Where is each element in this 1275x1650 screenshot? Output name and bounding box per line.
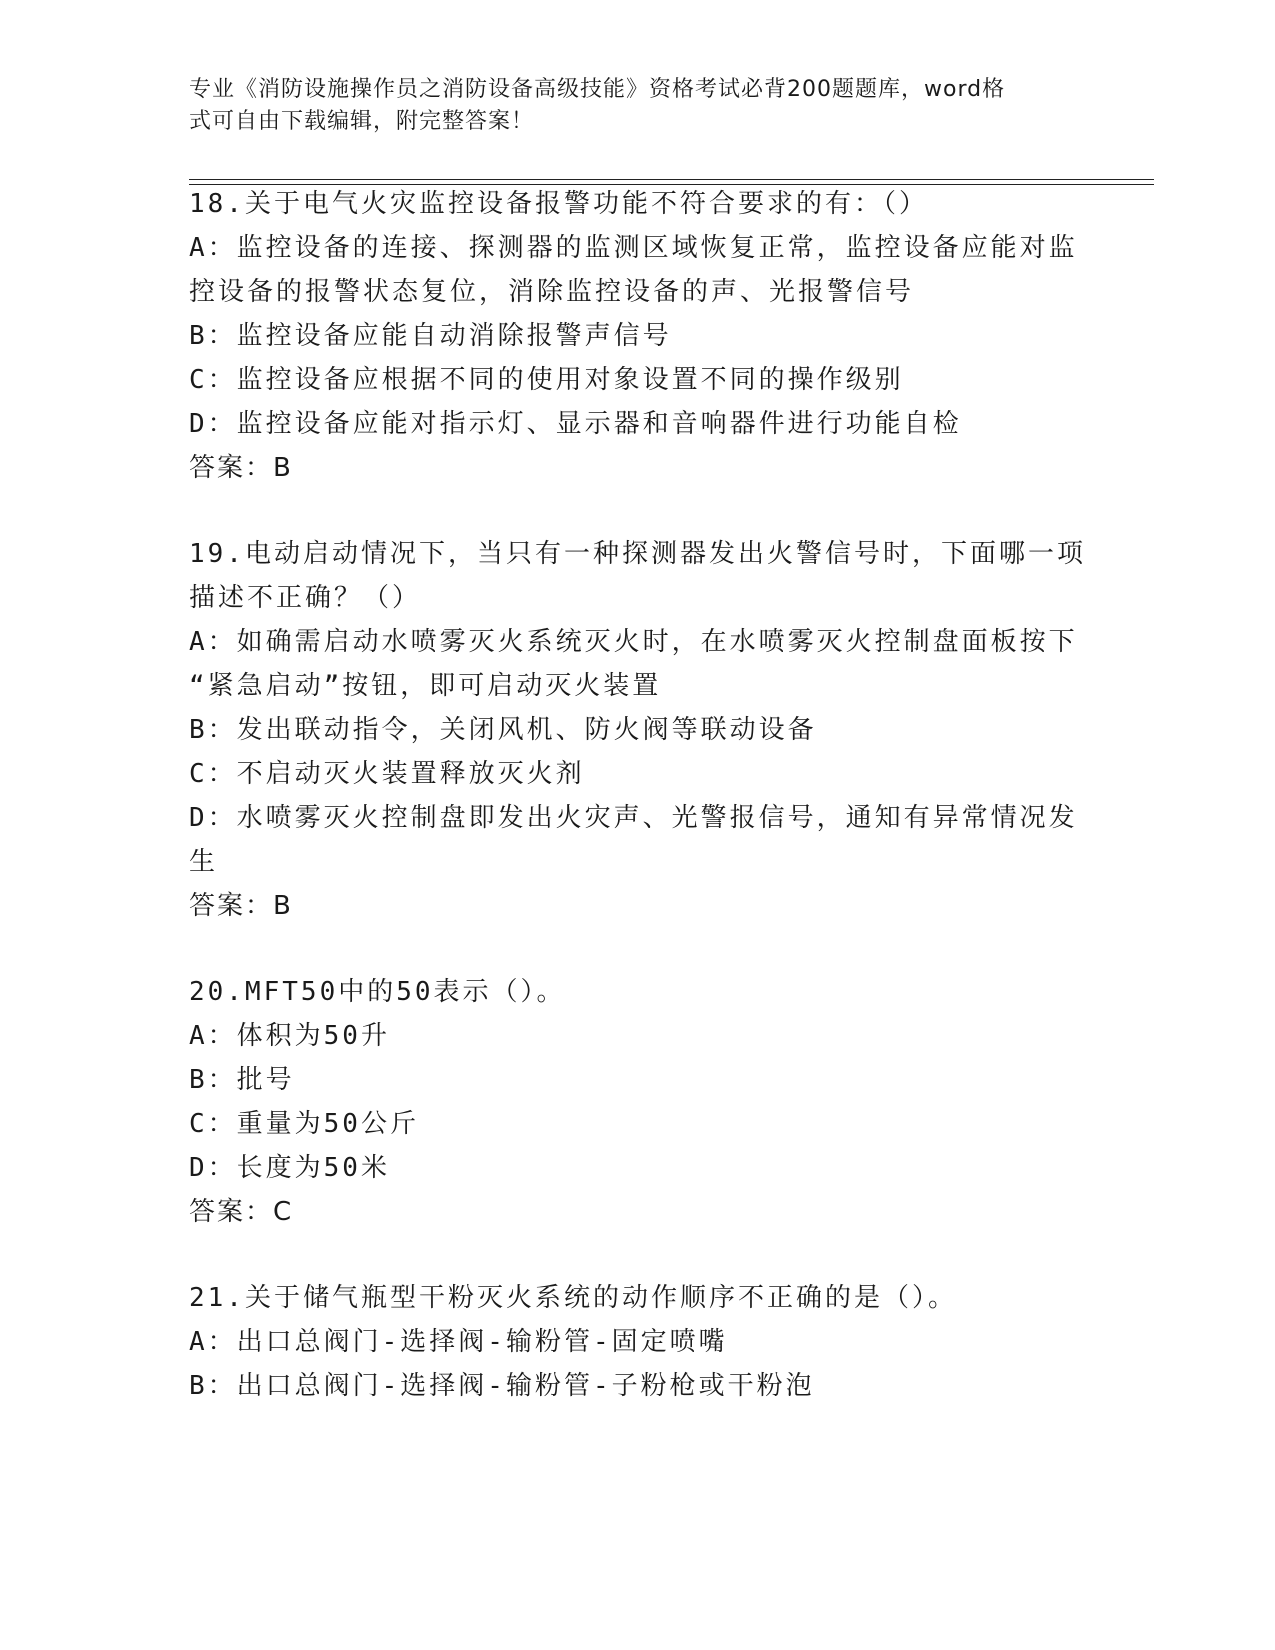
question-19-option-a-line-1: A：如确需启动水喷雾灭火系统灭火时，在水喷雾灭火控制盘面板按下 <box>189 627 1078 657</box>
header-line-2: 式可自由下载编辑，附完整答案！ <box>189 109 535 134</box>
question-18-answer: 答案：B <box>189 453 293 483</box>
question-20-option-b: B：批号 <box>189 1065 295 1095</box>
question-21-option-a: A：出口总阀门-选择阀-输粉管-固定喷嘴 <box>189 1327 728 1357</box>
question-19-answer: 答案：B <box>189 891 293 921</box>
question-20-answer: 答案：C <box>189 1197 294 1227</box>
header-line-1: 专业《消防设施操作员之消防设备高级技能》资格考试必背200题题库，word格 <box>189 77 1006 102</box>
question-18-option-a-line-2: 控设备的报警状态复位，消除监控设备的声、光报警信号 <box>189 277 915 307</box>
question-19-stem-line-2: 描述不正确？（） <box>189 583 422 613</box>
question-18-stem: 18.关于电气火灾监控设备报警功能不符合要求的有：（） <box>189 189 928 219</box>
question-19-option-d-line-1: D：水喷雾灭火控制盘即发出火灾声、光警报信号，通知有异常情况发 <box>189 803 1078 833</box>
question-18-option-c: C：监控设备应根据不同的使用对象设置不同的操作级别 <box>189 365 904 395</box>
question-19-option-a-line-2: “紧急启动”按钮，即可启动灭火装置 <box>189 671 662 701</box>
question-19-option-b: B：发出联动指令，关闭风机、防火阀等联动设备 <box>189 715 817 745</box>
question-20-option-a: A：体积为50升 <box>189 1021 390 1051</box>
question-20-option-d: D：长度为50米 <box>189 1153 390 1183</box>
document-header <box>189 74 1089 138</box>
header-divider-top <box>189 179 1154 180</box>
question-19-option-d-line-2: 生 <box>189 847 219 877</box>
question-18-option-b: B：监控设备应能自动消除报警声信号 <box>189 321 672 351</box>
question-20-option-c: C：重量为50公斤 <box>189 1109 419 1139</box>
question-18-option-a-line-1: A：监控设备的连接、探测器的监测区域恢复正常，监控设备应能对监 <box>189 233 1078 263</box>
question-19-option-c: C：不启动灭火装置释放灭火剂 <box>189 759 585 789</box>
question-18-option-d: D：监控设备应能对指示灯、显示器和音响器件进行功能自检 <box>189 409 962 439</box>
question-21-stem: 21.关于储气瓶型干粉灭火系统的动作顺序不正确的是（）。 <box>189 1283 957 1313</box>
question-20-stem: 20.MFT50中的50表示（）。 <box>189 977 566 1007</box>
header-divider-bottom <box>189 184 1154 185</box>
question-21-option-b: B：出口总阀门-选择阀-输粉管-子粉枪或干粉泡 <box>189 1371 815 1401</box>
question-19-stem-line-1: 19.电动启动情况下，当只有一种探测器发出火警信号时，下面哪一项 <box>189 539 1086 569</box>
